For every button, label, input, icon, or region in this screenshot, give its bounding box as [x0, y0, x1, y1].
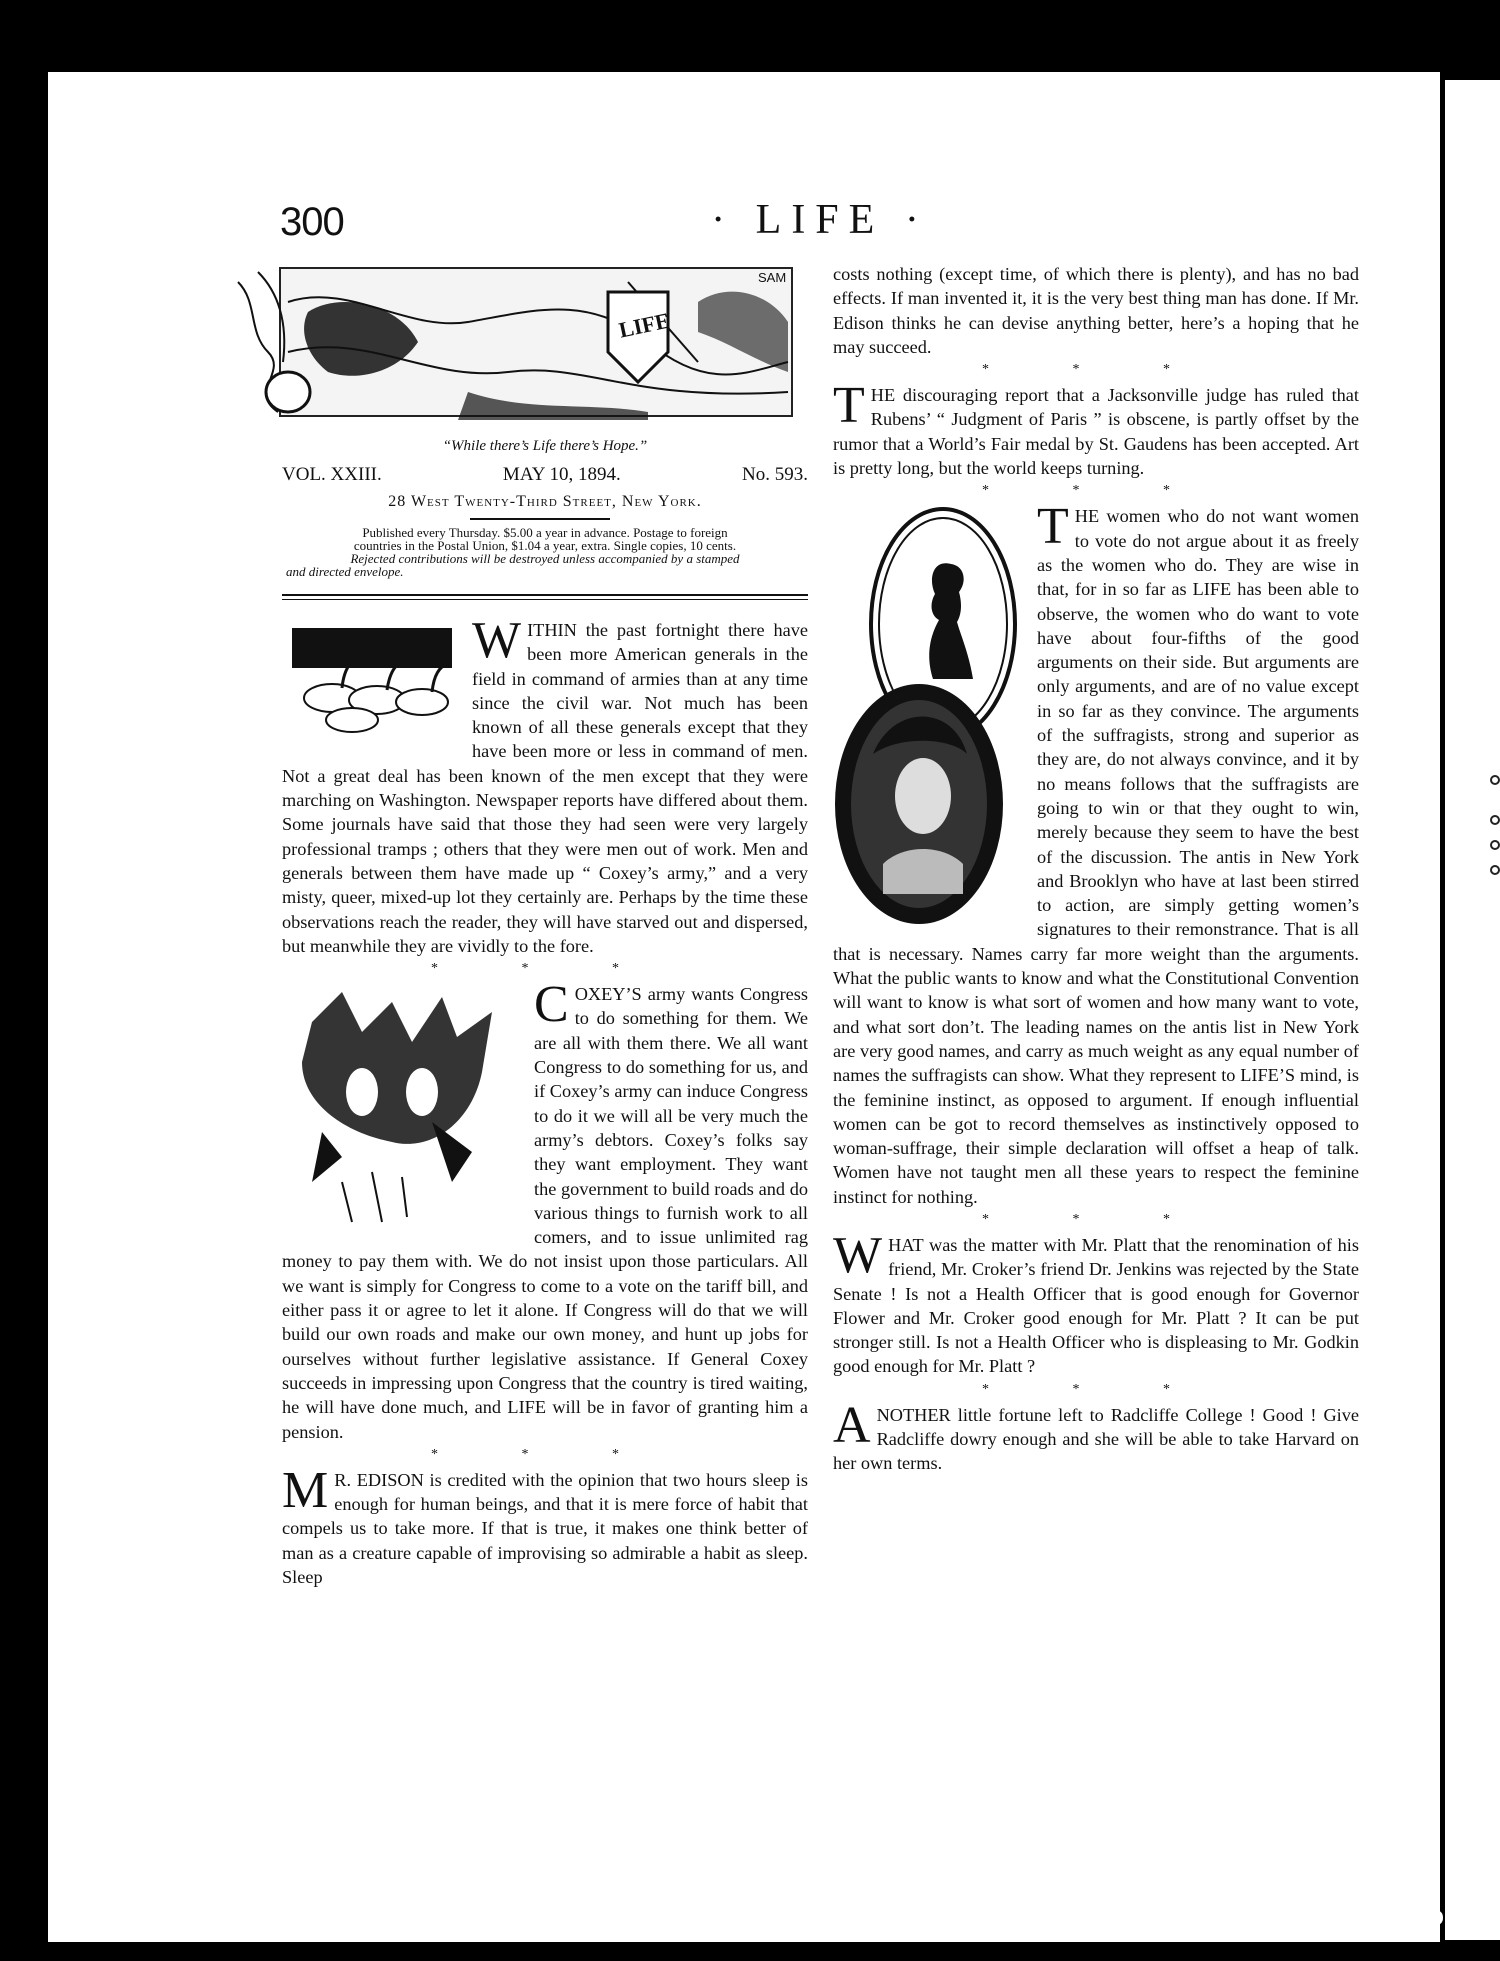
double-rule — [282, 594, 808, 600]
ornament — [1490, 840, 1500, 850]
masthead-banner-illustration — [228, 262, 808, 432]
donkeys-illustration — [282, 982, 522, 1228]
banner-signature: SAM — [758, 270, 787, 285]
geese-illustration — [282, 618, 460, 736]
section-stars: * * * — [982, 1211, 1210, 1227]
left-column — [282, 612, 808, 1589]
ornament — [1490, 865, 1500, 875]
paragraph-coxey-generals: ITHIN the past fortnight there have been more American generals in the field in command of armies than at any time since the civil war. Not much has been known of all these generals except that they have been more or less in command of men. Not a great deal has been known of the men except that they were marching on Washington. Newspaper reports have differed about them. Some journals have said that those they had seen were very largely professional tramps ; others that they were men out of work. Men and generals between them have made up “ Coxey’s army,” and a very misty, queer, mixed-up lot they certainly are. Perhaps by the time these observations reach the reader, they will have starved out and dispersed, but meanwhile they are vividly to the fore. — [282, 620, 808, 956]
locket-illustration — [833, 504, 1025, 936]
volume-label: VOL. XXIII. — [282, 464, 382, 485]
section-stars: * * * — [982, 483, 1210, 499]
issue-date: MAY 10, 1894. — [502, 464, 621, 485]
page-number: 300 — [280, 200, 344, 244]
drop-cap: W — [472, 612, 522, 669]
office-address: 28 West Twenty-Third Street, New York. — [388, 493, 702, 510]
watermark: comicbooks.com — [1234, 1900, 1470, 1931]
next-page-edge — [1445, 80, 1500, 1940]
section-stars: * * * — [982, 362, 1210, 378]
paragraph-coxey-army: OXEY’S army wants Congress to do something for them. We are all with them there. We all want Congress to do something for us, and if Coxey’s army can induce Congress to do it we will all be very much the army’s debtors. Coxey’s folks say they want employment. They want the government to build roads and do various things to furnish work to all comers, and to issue unlimited rag money to pay them with. We do not insist upon those particulars. All we want is simply for Congress to come to a vote on the tariff bill, and either pass it or agree to let it alone. If Congress will do that we will build our own roads and make our own money, and hunt up jobs for ourselves without further legislative assistance. If General Coxey succeeds in impressing upon Congress that the country is tired waiting, he will have done much, and LIFE will be in favor of granting him a pension. — [282, 984, 808, 1442]
pub-line: and directed envelope. — [286, 564, 404, 579]
pub-line: countries in the Postal Union, $1.04 a year, extra. Single copies, 10 cents. — [353, 538, 737, 553]
paragraph-edison-cont: costs nothing (except time, of which there is plenty), and has no bad effects. If man invented it, it is the very best thing man has done. If Mr. Edison thinks he can devise anything better, here’s a hoping that he may succeed. — [833, 264, 1359, 357]
paragraph-platt: HAT was the matter with Mr. Platt that the renomination of his friend, Mr. Croker’s friend Dr. Jenkins was rejected by the State Senate ! Is not a Health Officer that is good enough for Governor Flower and Mr. Croker good enough for Mr. Platt ? It can be put stronger still. Is not a Health Officer who is displeasing to Mr. Godkin good enough for Mr. Platt ? — [833, 1234, 1359, 1377]
divider — [470, 518, 610, 520]
publication-info — [282, 526, 808, 578]
right-column — [833, 262, 1359, 1476]
section-stars: * * * — [982, 1381, 1210, 1397]
ornament — [1490, 775, 1500, 785]
ornament — [1490, 815, 1500, 825]
section-stars: * * * — [431, 1446, 659, 1462]
paragraph-suffrage: HE women who do not want women to vote do not argue about it as freely as the women who do. They are wise in that, for in so far as LIFE has been able to observe, the women who do want to vote have about four-fifths of the good arguments on their side. But arguments are only arguments, and are of no value except in so far as they convince. The arguments of the suffragists, strong and superior as they are, do not always convince, and it by no means follows that the suffragists are going to win or that they ought to win, merely because they seem to have the best of the discussion. The antis in New York and Brooklyn who have at last been stirred to action, are simply getting women’s signatures to their remonstrance. That is all that is necessary. Names carry far more weight than the arguments. What the public wants to know and what the Constitutional Convention will want to know is what sort of women and how many want to vote, and what sort don’t. The leading names on the antis list in New York are very good names, and carry as much weight as any equal number of names the suffragists can show. What they represent to LIFE’S mind, is the feminine instinct, as opposed to argument. If enough influential women can be got to record themselves as instinctively opposed to woman-suffrage, their simple declaration will offset a heap of talk. Women have not taught men all these years to respect the feminine instinct for nothing. — [833, 506, 1359, 1207]
drop-cap: C — [534, 976, 569, 1034]
paragraph-rubens: HE discouraging report that a Jacksonville judge has ruled that Rubens’ “ Judgment of Paris ” is obscene, is partly offset by the rumor that a World’s Fair medal by St. Gaudens has been accepted. Art is pretty long, but the world keeps turning. — [833, 385, 1359, 479]
issue-info-row — [282, 464, 808, 486]
masthead-title: · LIFE · — [711, 197, 929, 243]
motto: “While there’s Life there’s Hope.” — [442, 438, 648, 454]
paragraph-radcliffe: NOTHER little fortune left to Radcliffe College ! Good ! Give Radcliffe dowry enough and she will be able to take Harvard on her own terms. — [833, 1404, 1359, 1474]
drop-cap: T — [833, 377, 865, 435]
drop-cap: W — [833, 1226, 883, 1284]
drop-cap: M — [282, 1461, 329, 1519]
pub-line: Rejected contributions will be destroyed unless accompanied by a stamped — [350, 551, 740, 566]
drop-cap: A — [833, 1396, 871, 1454]
issue-number: No. 593. — [742, 464, 808, 485]
section-stars: * * * — [431, 961, 659, 977]
pub-line: Published every Thursday. $5.00 a year in advance. Postage to foreign — [362, 525, 728, 540]
paragraph-edison: R. EDISON is credited with the opinion that two hours sleep is enough for human beings, and that it is mere force of habit that compels us to take more. If that is true, it makes one think better of man as a creature capable of improvising so admirable a habit as sleep. Sleep — [282, 1469, 808, 1587]
drop-cap: T — [1037, 498, 1069, 556]
svg-text:LIFE: LIFE — [616, 307, 673, 343]
